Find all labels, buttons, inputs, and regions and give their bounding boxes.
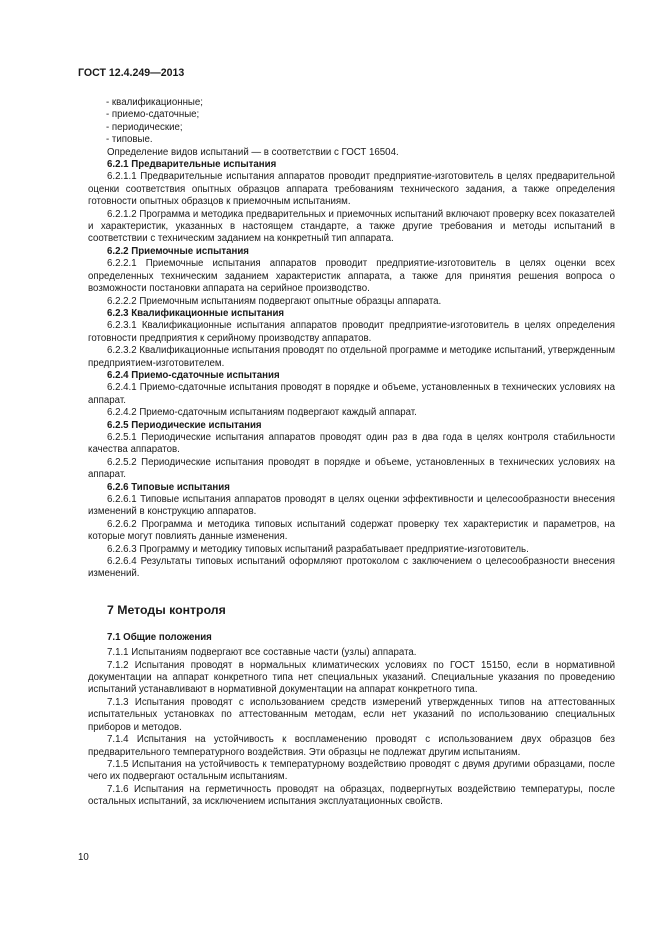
paragraph: 6.2.4.2 Приемо-сдаточным испытаниям подвергают каждый аппарат. [107,407,417,419]
paragraph: 6.2.5.2 Периодические испытания проводят в порядке и объеме, установленных в технических условиях на аппарат. [88,456,615,481]
section-heading-6-2-6: 6.2.6 Типовые испытания [107,481,230,493]
section-heading-6-2-3: 6.2.3 Квалификационные испытания [107,307,285,319]
list-item: - квалификационные; [106,97,203,108]
paragraph: 6.2.6.1 Типовые испытания аппаратов проводят в целях оценки эффективности и целесообразности внесения изменений в конструкцию аппаратов. [88,494,615,518]
paragraph: 6.2.6.2 Программа и методика типовых испытаний содержат проверку тех характеристик и параметров, на которые могут повлиять данные изменения. [88,518,615,543]
paragraph: 6.2.1.1 Предварительные испытания аппаратов проводит предприятие-изготовитель в целях предварительной оценки соответствия опытных образцов аппарата требованиям технического задания, а также определения готовности опытных образцов к приемочным испытаниям. [88,171,615,208]
section-heading-6-2-5: 6.2.5 Периодические испытания [107,419,262,431]
paragraph: 6.2.4.1 Приемо-сдаточные испытания проводят в порядке и объеме, установленных в технических условиях на аппарат. [88,382,615,406]
paragraph: 6.2.6.4 Результаты типовых испытаний оформляют протоколом с заключением о целесообразности внесения изменений. [88,556,615,580]
paragraph: 7.1.2 Испытания проводят в нормальных климатических условиях по ГОСТ 15150, если в нормативной документации на аппарат конкретного типа нет специальных указаний. Специальные указания по проведению испытаний устанавливают в нормативной документации на аппарат конкретного типа. [88,659,615,696]
paragraph: 6.2.5.1 Периодические испытания аппаратов проводят один раз в два года в целях контроля стабильности качества аппаратов. [88,431,615,456]
list-item: - приемо-сдаточные; [106,109,200,121]
list-item: - периодические; [106,121,183,133]
paragraph: 6.2.3.2 Квалификационные испытания проводят по отдельной программе и методике испытаний, утвержденным предприятием-изготовителем. [88,345,615,369]
paragraph: 6.2.6.3 Программу и методику типовых испытаний разрабатывает предприятие-изготовитель. [107,543,529,555]
paragraph: 6.2.3.1 Квалификационные испытания аппаратов проводит предприятие-изготовитель в целях определения готовности предприятия к серийному производству аппаратов. [88,320,615,344]
paragraph: 6.2.2.1 Приемочные испытания аппаратов проводит предприятие-изготовитель в целях оценки всех определенных техническим заданием характеристик аппарата, а также для принятия решения вопроса о возможности постановки аппарата на серийное производство. [88,258,615,295]
paragraph: 6.2.2.2 Приемочным испытаниям подвергают опытные образцы аппарата. [107,295,442,307]
paragraph: 7.1.4 Испытания на устойчивость к воспламенению проводят с использованием двух образцов без предварительного температурного воздействия. Эти образцы не подлежат другим испытаниям. [88,734,615,758]
paragraph: 7.1.1 Испытаниям подвергают все составные части (узлы) аппарата. [107,647,417,659]
page-body [88,97,615,809]
paragraph: 6.2.1.2 Программа и методика предварительных и приемочных испытаний включают проверку всех показателей и характеристик, указанных в настоящем стандарте, а также другие требования и методы испытаний в соответствии с техническим заданием на конкретный тип аппарата. [88,208,615,245]
section-heading-6-2-4: 6.2.4 Приемо-сдаточные испытания [107,369,280,381]
section-heading-6-2-1: 6.2.1 Предварительные испытания [107,159,277,171]
list-item: - типовые. [106,134,153,146]
section-heading-7-1: 7.1 Общие положения [107,631,212,643]
page-number: 10 [78,852,89,863]
paragraph: 7.1.6 Испытания на герметичность проводят на образцах, подвергнутых воздействию температуры, после остальных испытаний, за исключением испытания эксплуатационных свойств. [88,783,615,808]
document-header: ГОСТ 12.4.249—2013 [78,67,185,79]
paragraph: 7.1.3 Испытания проводят с использованием средств измерений утвержденных типов на аттестованных испытательных установках по аттестованным методам, если нет указаний по использованию специальных приборов и методов. [88,696,615,733]
paragraph: Определение видов испытаний — в соответствии с ГОСТ 16504. [107,146,399,158]
section-heading-6-2-2: 6.2.2 Приемочные испытания [107,245,249,257]
paragraph: 7.1.5 Испытания на устойчивость к температурному воздействию проводят с двумя другими образцами, после чего их подвергают остальным испытаниям. [88,758,615,783]
section-heading-7: 7 Методы контроля [107,602,226,617]
